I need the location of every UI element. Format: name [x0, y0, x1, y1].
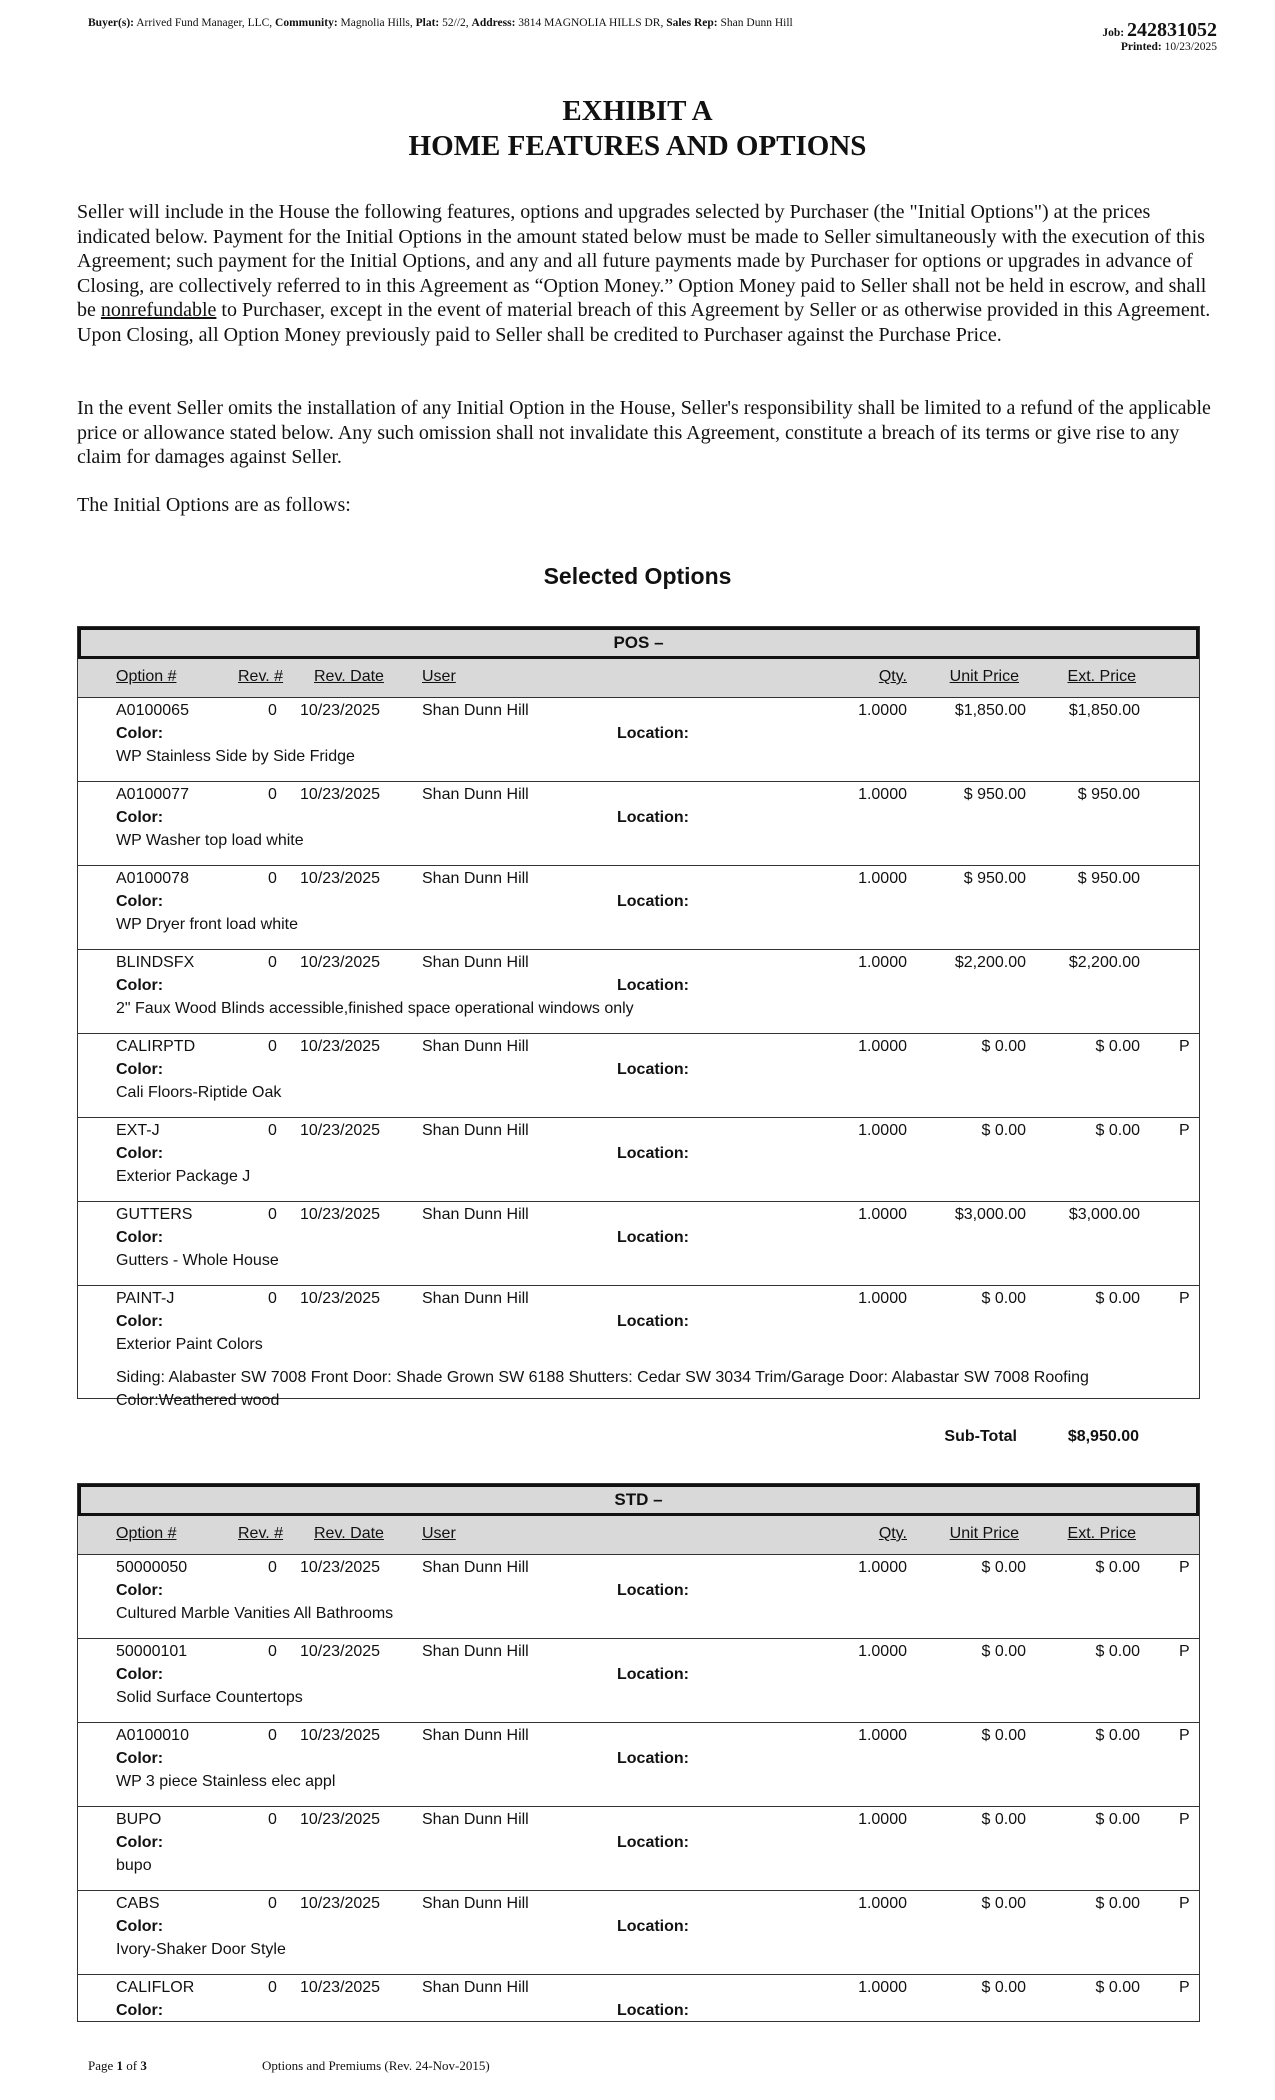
color-label: Color:: [116, 809, 164, 826]
location-label: Location:: [617, 809, 689, 826]
table-row: [78, 1286, 1199, 1409]
unit-price: $3,000.00: [954, 1206, 1026, 1223]
option-description: Solid Surface Countertops: [116, 1689, 303, 1706]
page-current: 1: [116, 2058, 124, 2073]
buyer-value: Arrived Fund Manager, LLC,: [136, 17, 273, 29]
ext-price: $ 0.00: [1095, 1038, 1140, 1055]
location-label: Location:: [617, 977, 689, 994]
option-description: WP Washer top load white: [116, 832, 304, 849]
quantity: 1.0000: [858, 1559, 907, 1576]
user-name: Shan Dunn Hill: [422, 1895, 529, 1912]
option-description: WP Dryer front load white: [116, 916, 298, 933]
col-rev-date: Rev. Date: [314, 668, 384, 685]
pos-options-table: [77, 626, 1200, 1409]
revision-number: 0: [268, 1559, 277, 1576]
option-code: A0100065: [116, 702, 189, 719]
color-label: Color:: [116, 977, 164, 994]
quantity: 1.0000: [858, 1727, 907, 1744]
std-options-table: [77, 1483, 1200, 2022]
option-code: CABS: [116, 1895, 160, 1912]
premium-flag: P: [1179, 1895, 1190, 1912]
job-info: [1102, 19, 1217, 54]
premium-flag: P: [1179, 1038, 1190, 1055]
option-description: Gutters - Whole House: [116, 1252, 279, 1269]
table-row: [78, 866, 1199, 950]
location-label: Location:: [617, 2002, 689, 2019]
user-name: Shan Dunn Hill: [422, 786, 529, 803]
revision-number: 0: [268, 1895, 277, 1912]
ext-price: $ 950.00: [1077, 786, 1140, 803]
col-qty: Qty.: [878, 668, 907, 685]
location-label: Location:: [617, 1229, 689, 1246]
unit-price: $1,850.00: [954, 702, 1026, 719]
revision-number: 0: [268, 786, 277, 803]
user-name: Shan Dunn Hill: [422, 1979, 529, 1996]
location-label: Location:: [617, 1313, 689, 1330]
option-code: A0100078: [116, 870, 189, 887]
color-label: Color:: [116, 725, 164, 742]
premium-flag: P: [1179, 1290, 1190, 1307]
subtotal-label: Sub-Total: [944, 1428, 1017, 1445]
table-row: [78, 1723, 1199, 1807]
revision-number: 0: [268, 1122, 277, 1139]
unit-price: $ 0.00: [981, 1979, 1026, 1996]
option-code: CALIFLOR: [116, 1979, 195, 1996]
user-name: Shan Dunn Hill: [422, 1643, 529, 1660]
option-code: PAINT-J: [116, 1290, 175, 1307]
ext-price: $ 0.00: [1095, 1895, 1140, 1912]
paragraph-intro: The Initial Options are as follows:: [77, 494, 351, 516]
paragraph-omission: In the event Seller omits the installation of any Initial Option in the House, Seller's responsibility shall be limited to a refund of the applicable price or allowance stated below. Any such omission shall not invalidate this Agreement, constitute a breach of its terms or give rise to any claim for damages against Seller.: [77, 397, 1211, 468]
option-code: A0100010: [116, 1727, 189, 1744]
color-label: Color:: [116, 893, 164, 910]
quantity: 1.0000: [858, 702, 907, 719]
column-header-row: [78, 659, 1199, 698]
revision-number: 0: [268, 1038, 277, 1055]
col-unit-price: Unit Price: [949, 668, 1019, 685]
location-label: Location:: [617, 725, 689, 742]
location-label: Location:: [617, 1750, 689, 1767]
revision-number: 0: [268, 702, 277, 719]
pos-rows: [78, 698, 1199, 1409]
ext-price: $ 950.00: [1077, 870, 1140, 887]
page-prefix: Page: [88, 2058, 117, 2073]
unit-price: $ 0.00: [981, 1290, 1026, 1307]
revision-number: 0: [268, 870, 277, 887]
premium-flag: P: [1179, 1122, 1190, 1139]
col-user: User: [422, 668, 456, 685]
location-label: Location:: [617, 1061, 689, 1078]
column-header-row: [78, 1516, 1199, 1555]
quantity: 1.0000: [858, 1979, 907, 1996]
unit-price: $ 0.00: [981, 1559, 1026, 1576]
option-code: CALIRPTD: [116, 1038, 196, 1055]
option-description: WP 3 piece Stainless elec appl: [116, 1773, 336, 1790]
ext-price: $ 0.00: [1095, 1727, 1140, 1744]
job-number: 242831052: [1127, 19, 1217, 41]
col-rev: Rev. #: [238, 668, 284, 685]
premium-flag: P: [1179, 1559, 1190, 1576]
paragraph-option-money: [77, 200, 1227, 347]
quantity: 1.0000: [858, 1290, 907, 1307]
col-rev-date: Rev. Date: [314, 1525, 384, 1542]
table-row: [78, 1034, 1199, 1118]
quantity: 1.0000: [858, 1811, 907, 1828]
unit-price: $ 0.00: [981, 1895, 1026, 1912]
col-ext-price: Ext. Price: [1067, 668, 1136, 685]
revision-number: 0: [268, 1206, 277, 1223]
plat-label: Plat:: [415, 17, 440, 29]
revision-number: 0: [268, 1643, 277, 1660]
user-name: Shan Dunn Hill: [422, 954, 529, 971]
col-qty: Qty.: [878, 1525, 907, 1542]
location-label: Location:: [617, 1145, 689, 1162]
option-description: 2" Faux Wood Blinds accessible,finished space operational windows only: [116, 1000, 634, 1017]
sales-rep-value: Shan Dunn Hill: [720, 17, 793, 29]
table-row: [78, 1891, 1199, 1975]
table-row: [78, 1118, 1199, 1202]
user-name: Shan Dunn Hill: [422, 702, 529, 719]
option-code: 50000101: [116, 1643, 188, 1660]
ext-price: $ 0.00: [1095, 1559, 1140, 1576]
table-row: [78, 1639, 1199, 1723]
option-note: Siding: Alabaster SW 7008 Front Door: Shade Grown SW 6188 Shutters: Cedar SW 3034 Trim/Garage Door: Alabastar SW 7008 Roofing Color:Weathered wood: [116, 1369, 1089, 1409]
user-name: Shan Dunn Hill: [422, 1290, 529, 1307]
page-of: of: [123, 2058, 141, 2073]
section-title: STD –: [78, 1484, 1199, 1516]
color-label: Color:: [116, 1582, 164, 1599]
user-name: Shan Dunn Hill: [422, 870, 529, 887]
quantity: 1.0000: [858, 1122, 907, 1139]
table-row: [78, 1555, 1199, 1639]
unit-price: $ 0.00: [981, 1122, 1026, 1139]
form-revision: Options and Premiums (Rev. 24-Nov-2015): [262, 2058, 490, 2073]
revision-number: 0: [268, 1290, 277, 1307]
page-total: 3: [140, 2058, 147, 2073]
ext-price: $ 0.00: [1095, 1643, 1140, 1660]
col-option: Option #: [116, 668, 177, 685]
option-description: Cali Floors-Riptide Oak: [116, 1084, 282, 1101]
location-label: Location:: [617, 1834, 689, 1851]
quantity: 1.0000: [858, 954, 907, 971]
option-description: WP Stainless Side by Side Fridge: [116, 748, 355, 765]
quantity: 1.0000: [858, 1038, 907, 1055]
paragraph-part: to Purchaser, except in the event of material breach of this Agreement by Seller or as otherwise provided in this Agreement. Upon Closing, all Option Money previously paid to Seller shall be credited to Purchaser against the Purchase Price.: [77, 299, 1211, 346]
option-description: Cultured Marble Vanities All Bathrooms: [116, 1605, 394, 1622]
revision-date: 10/23/2025: [300, 954, 381, 971]
document-header-meta: [88, 17, 793, 29]
unit-price: $ 0.00: [981, 1811, 1026, 1828]
revision-date: 10/23/2025: [300, 1122, 381, 1139]
exhibit-title: EXHIBIT A: [562, 95, 713, 127]
color-label: Color:: [116, 1229, 164, 1246]
option-code: 50000050: [116, 1559, 188, 1576]
user-name: Shan Dunn Hill: [422, 1122, 529, 1139]
option-code: BUPO: [116, 1811, 162, 1828]
ext-price: $ 0.00: [1095, 1122, 1140, 1139]
premium-flag: P: [1179, 1979, 1190, 1996]
printed-date: 10/23/2025: [1164, 41, 1217, 53]
col-rev: Rev. #: [238, 1525, 284, 1542]
revision-date: 10/23/2025: [300, 1979, 381, 1996]
premium-flag: P: [1179, 1727, 1190, 1744]
printed-label: Printed:: [1120, 41, 1162, 53]
ext-price: $3,000.00: [1068, 1206, 1140, 1223]
unit-price: $ 0.00: [981, 1038, 1026, 1055]
paragraph-part: Seller will include in the House the following features, options and upgrades selected by Purchaser (the "Initial Options") at the prices indicated below. Payment for the Initial Options in the amount stated below must be made to Seller simultaneously with the execution of this Agreement; such payment for the Initial Options, and any and all future payments made by Purchaser for options or upgrades in advance of Closing, are collectively referred to in this Agreement as “Option Money.” Option Money paid to Seller shall not be held in escrow, and shall be: [77, 201, 1207, 321]
premium-flag: P: [1179, 1811, 1190, 1828]
revision-number: 0: [268, 1979, 277, 1996]
user-name: Shan Dunn Hill: [422, 1811, 529, 1828]
table-row: [78, 1807, 1199, 1891]
exhibit-subtitle: HOME FEATURES AND OPTIONS: [408, 130, 867, 162]
color-label: Color:: [116, 1061, 164, 1078]
col-user: User: [422, 1525, 456, 1542]
ext-price: $ 0.00: [1095, 1811, 1140, 1828]
subtotal-value: $8,950.00: [1067, 1428, 1139, 1445]
ext-price: $ 0.00: [1095, 1290, 1140, 1307]
unit-price: $2,200.00: [954, 954, 1026, 971]
location-label: Location:: [617, 1918, 689, 1935]
premium-flag: P: [1179, 1643, 1190, 1660]
table-row: [78, 782, 1199, 866]
unit-price: $ 950.00: [963, 786, 1026, 803]
subtotal-row: [77, 1428, 1198, 1452]
sales-rep-label: Sales Rep:: [666, 17, 718, 29]
std-rows: [78, 1555, 1199, 2021]
ext-price: $1,850.00: [1068, 702, 1140, 719]
quantity: 1.0000: [858, 1895, 907, 1912]
color-label: Color:: [116, 1750, 164, 1767]
revision-number: 0: [268, 1811, 277, 1828]
revision-date: 10/23/2025: [300, 870, 381, 887]
quantity: 1.0000: [858, 870, 907, 887]
user-name: Shan Dunn Hill: [422, 1206, 529, 1223]
table-row: [78, 1975, 1199, 2021]
nonrefundable-term: nonrefundable: [100, 299, 217, 321]
location-label: Location:: [617, 1582, 689, 1599]
table-row: [78, 950, 1199, 1034]
option-code: A0100077: [116, 786, 189, 803]
user-name: Shan Dunn Hill: [422, 1038, 529, 1055]
table-row: [78, 698, 1199, 782]
option-code: EXT-J: [116, 1122, 160, 1139]
plat-value: 52//2,: [442, 17, 469, 29]
unit-price: $ 950.00: [963, 870, 1026, 887]
user-name: Shan Dunn Hill: [422, 1559, 529, 1576]
quantity: 1.0000: [858, 1643, 907, 1660]
buyer-label: Buyer(s):: [88, 17, 134, 29]
ext-price: $2,200.00: [1068, 954, 1140, 971]
selected-options-title: Selected Options: [543, 563, 732, 589]
option-description: Ivory-Shaker Door Style: [116, 1941, 286, 1958]
revision-date: 10/23/2025: [300, 1038, 381, 1055]
revision-date: 10/23/2025: [300, 1290, 381, 1307]
page-number: [88, 2058, 147, 2074]
unit-price: $ 0.00: [981, 1643, 1026, 1660]
ext-price: $ 0.00: [1095, 1979, 1140, 1996]
color-label: Color:: [116, 1145, 164, 1162]
option-description: Exterior Paint Colors: [116, 1336, 263, 1353]
quantity: 1.0000: [858, 786, 907, 803]
community-label: Community:: [275, 17, 338, 29]
revision-date: 10/23/2025: [300, 1895, 381, 1912]
location-label: Location:: [617, 893, 689, 910]
user-name: Shan Dunn Hill: [422, 1727, 529, 1744]
color-label: Color:: [116, 1918, 164, 1935]
job-label: Job:: [1102, 27, 1125, 39]
option-code: GUTTERS: [116, 1206, 193, 1223]
revision-date: 10/23/2025: [300, 1206, 381, 1223]
option-code: BLINDSFX: [116, 954, 195, 971]
col-unit-price: Unit Price: [949, 1525, 1019, 1542]
revision-date: 10/23/2025: [300, 1811, 381, 1828]
revision-date: 10/23/2025: [300, 702, 381, 719]
community-value: Magnolia Hills,: [340, 17, 413, 29]
revision-date: 10/23/2025: [300, 1643, 381, 1660]
color-label: Color:: [116, 1834, 164, 1851]
location-label: Location:: [617, 1666, 689, 1683]
address-value: 3814 MAGNOLIA HILLS DR,: [518, 17, 664, 29]
revision-date: 10/23/2025: [300, 1727, 381, 1744]
color-label: Color:: [116, 2002, 164, 2019]
section-title: POS –: [78, 627, 1199, 659]
col-ext-price: Ext. Price: [1067, 1525, 1136, 1542]
address-label: Address:: [471, 17, 516, 29]
option-description: Exterior Package J: [116, 1168, 251, 1185]
revision-date: 10/23/2025: [300, 1559, 381, 1576]
color-label: Color:: [116, 1666, 164, 1683]
unit-price: $ 0.00: [981, 1727, 1026, 1744]
option-description: bupo: [116, 1857, 152, 1874]
revision-number: 0: [268, 954, 277, 971]
revision-number: 0: [268, 1727, 277, 1744]
col-option: Option #: [116, 1525, 177, 1542]
table-row: [78, 1202, 1199, 1286]
revision-date: 10/23/2025: [300, 786, 381, 803]
color-label: Color:: [116, 1313, 164, 1330]
quantity: 1.0000: [858, 1206, 907, 1223]
